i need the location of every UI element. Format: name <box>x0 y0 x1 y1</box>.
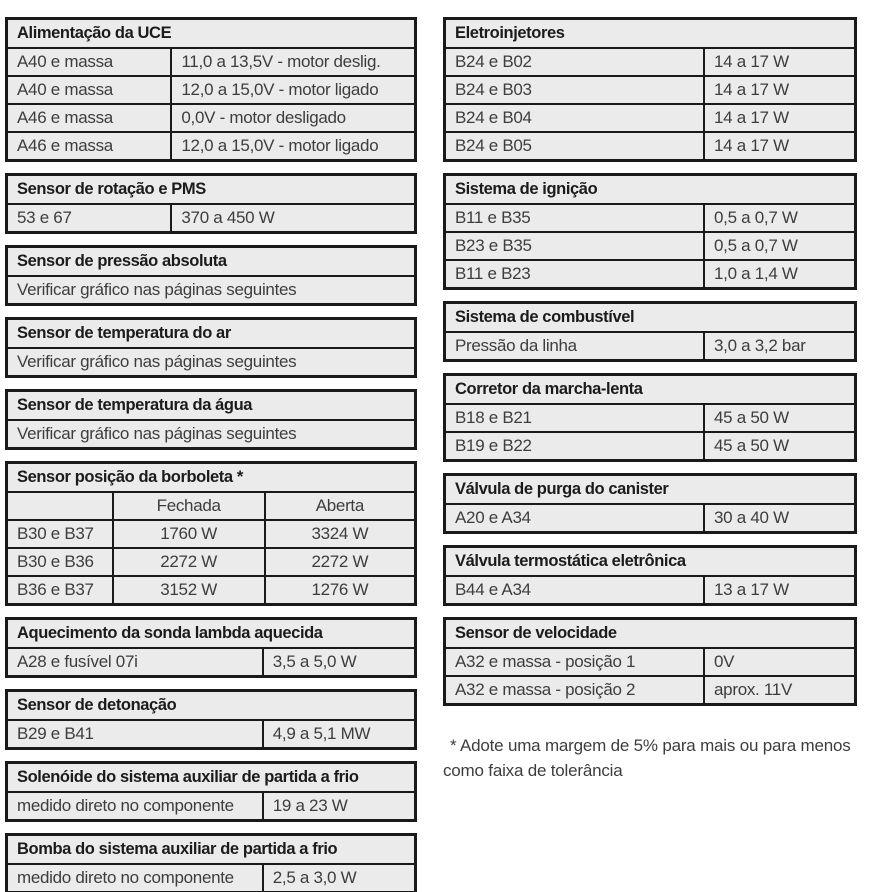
label-cell: A40 e massa <box>17 52 113 71</box>
label-cell: A32 e massa - posição 1 <box>455 652 636 671</box>
value-cell: 0V <box>703 649 854 675</box>
table-row <box>446 403 854 431</box>
table-row <box>446 675 854 703</box>
table-row <box>8 75 414 103</box>
label-cell: B30 e B37 <box>17 524 94 543</box>
table-title: Sensor de velocidade <box>455 624 617 642</box>
table-row <box>446 231 854 259</box>
value-cell: 2272 W <box>264 549 414 575</box>
value-cell: 14 a 17 W <box>703 77 854 103</box>
spec-table-sensor-temperatura-ar <box>5 317 417 378</box>
value-cell: 1,0 a 1,4 W <box>703 261 854 287</box>
label-cell: A28 e fusível 07i <box>17 652 138 671</box>
label-cell: B11 e B23 <box>455 264 531 283</box>
table-row <box>446 131 854 159</box>
label-cell: medido direto no componente <box>17 868 234 887</box>
table-row <box>446 331 854 359</box>
label-cell: Pressão da linha <box>455 336 577 355</box>
table-title: Sensor de detonação <box>17 696 177 714</box>
label-cell: A32 e massa - posição 2 <box>455 680 636 699</box>
footnote-line-1: * Adote uma margem de 5% para mais ou para menos <box>450 736 851 755</box>
table-row <box>8 347 414 375</box>
value-cell: 4,9 a 5,1 MW <box>262 721 414 747</box>
spec-table-sistema-ignicao <box>443 173 857 290</box>
label-cell: B44 e A34 <box>455 580 531 599</box>
label-cell: B23 e B35 <box>455 236 532 255</box>
table-row <box>8 719 414 747</box>
table-row <box>446 431 854 459</box>
label-cell: Verificar gráfico nas páginas seguintes <box>17 280 297 299</box>
label-cell: Verificar gráfico nas páginas seguintes <box>17 352 297 371</box>
value-cell: 14 a 17 W <box>703 133 854 159</box>
table-title: Corretor da marcha-lenta <box>455 380 643 398</box>
label-cell: B36 e B37 <box>17 580 94 599</box>
table-row <box>8 103 414 131</box>
spec-table-sensor-detonacao <box>5 689 417 750</box>
label-cell: B11 e B35 <box>455 208 531 227</box>
table-title: Sistema de ignição <box>455 180 598 198</box>
spec-table-aquecimento-sonda-lambda <box>5 617 417 678</box>
spec-table-solenoide-partida-frio <box>5 761 417 822</box>
table-title: Sistema de combustível <box>455 308 635 326</box>
spec-table-alimentacao-uce <box>5 17 417 162</box>
value-cell: 3324 W <box>264 521 414 547</box>
value-cell: 19 a 23 W <box>262 793 414 819</box>
value-cell: 3,5 a 5,0 W <box>262 649 414 675</box>
table-title: Alimentação da UCE <box>17 24 172 42</box>
footnote-line-2: como faixa de tolerância <box>443 761 623 780</box>
spec-table-sistema-combustivel <box>443 301 857 362</box>
table-row <box>8 419 414 447</box>
spec-table-sensor-pressao-absoluta <box>5 245 417 306</box>
value-cell: 2,5 a 3,0 W <box>262 865 414 891</box>
value-cell: 0,5 a 0,7 W <box>703 205 854 231</box>
value-cell: aprox. 11V <box>703 677 854 703</box>
value-cell: 1760 W <box>112 521 264 547</box>
right-column <box>443 17 857 892</box>
spec-table-sensor-velocidade <box>443 617 857 706</box>
table-row <box>446 75 854 103</box>
label-cell: B24 e B02 <box>455 52 532 71</box>
column-header-cell: Fechada <box>112 493 264 519</box>
value-cell: 1276 W <box>264 577 414 603</box>
table-title: Aquecimento da sonda lambda aquecida <box>17 624 323 642</box>
table-row <box>8 519 414 547</box>
table-title: Eletroinjetores <box>455 24 565 42</box>
spec-table-valvula-purga-canister <box>443 473 857 534</box>
label-cell: A20 e A34 <box>455 508 531 527</box>
left-column <box>5 17 417 892</box>
table-row <box>446 503 854 531</box>
spec-table-sensor-rotacao-pms <box>5 173 417 234</box>
table-row <box>8 791 414 819</box>
value-cell: 13 a 17 W <box>703 577 854 603</box>
label-cell: B30 e B36 <box>17 552 94 571</box>
label-cell: medido direto no componente <box>17 796 234 815</box>
value-cell: 3152 W <box>112 577 264 603</box>
column-header-cell <box>8 493 112 519</box>
label-cell: B24 e B04 <box>455 108 532 127</box>
left-column-tables <box>5 17 417 892</box>
value-cell: 0,0V - motor desligado <box>170 105 414 131</box>
table-title: Sensor de rotação e PMS <box>17 180 206 198</box>
right-column-tables <box>443 17 857 706</box>
table-row <box>446 647 854 675</box>
table-title: Solenóide do sistema auxiliar de partida a frio <box>17 768 359 786</box>
table-row <box>8 203 414 231</box>
value-cell: 14 a 17 W <box>703 49 854 75</box>
table-title: Bomba do sistema auxiliar de partida a frio <box>17 840 338 858</box>
table-row <box>8 547 414 575</box>
table-row <box>8 647 414 675</box>
value-cell: 45 a 50 W <box>703 405 854 431</box>
table-row <box>446 203 854 231</box>
label-cell: 53 e 67 <box>17 208 72 227</box>
spec-table-bomba-partida-frio <box>5 833 417 892</box>
label-cell: B24 e B03 <box>455 80 532 99</box>
table-row <box>446 103 854 131</box>
tolerance-footnote <box>443 733 857 783</box>
table-title: Válvula de purga do canister <box>455 480 669 498</box>
spec-table-valvula-termostatica-eletronica <box>443 545 857 606</box>
table-row <box>8 47 414 75</box>
column-header-row <box>8 491 414 519</box>
label-cell: A46 e massa <box>17 108 113 127</box>
column-header-cell: Aberta <box>264 493 414 519</box>
value-cell: 12,0 a 15,0V - motor ligado <box>170 77 414 103</box>
value-cell: 370 a 450 W <box>170 205 414 231</box>
value-cell: 14 a 17 W <box>703 105 854 131</box>
value-cell: 0,5 a 0,7 W <box>703 233 854 259</box>
table-title: Sensor de temperatura da água <box>17 396 253 414</box>
label-cell: B29 e B41 <box>17 724 94 743</box>
value-cell: 12,0 a 15,0V - motor ligado <box>170 133 414 159</box>
table-row <box>446 259 854 287</box>
table-row <box>446 47 854 75</box>
label-cell: A46 e massa <box>17 136 113 155</box>
value-cell: 2272 W <box>112 549 264 575</box>
value-cell: 30 a 40 W <box>703 505 854 531</box>
label-cell: B19 e B22 <box>455 436 532 455</box>
table-row <box>8 131 414 159</box>
table-title: Válvula termostática eletrônica <box>455 552 686 570</box>
table-row <box>8 863 414 891</box>
value-cell: 3,0 a 3,2 bar <box>703 333 854 359</box>
spec-table-sensor-temperatura-agua <box>5 389 417 450</box>
value-cell: 45 a 50 W <box>703 433 854 459</box>
table-row <box>446 575 854 603</box>
table-title: Sensor de pressão absoluta <box>17 252 227 270</box>
label-cell: B24 e B05 <box>455 136 532 155</box>
table-row <box>8 275 414 303</box>
label-cell: Verificar gráfico nas páginas seguintes <box>17 424 297 443</box>
spec-table-sensor-posicao-borboleta <box>5 461 417 606</box>
label-cell: A40 e massa <box>17 80 113 99</box>
table-title: Sensor de temperatura do ar <box>17 324 231 342</box>
spec-table-corretor-marcha-lenta <box>443 373 857 462</box>
label-cell: B18 e B21 <box>455 408 532 427</box>
table-row <box>8 575 414 603</box>
spec-table-eletroinjetores <box>443 17 857 162</box>
table-title: Sensor posição da borboleta * <box>17 468 243 486</box>
value-cell: 11,0 a 13,5V - motor deslig. <box>170 49 414 75</box>
